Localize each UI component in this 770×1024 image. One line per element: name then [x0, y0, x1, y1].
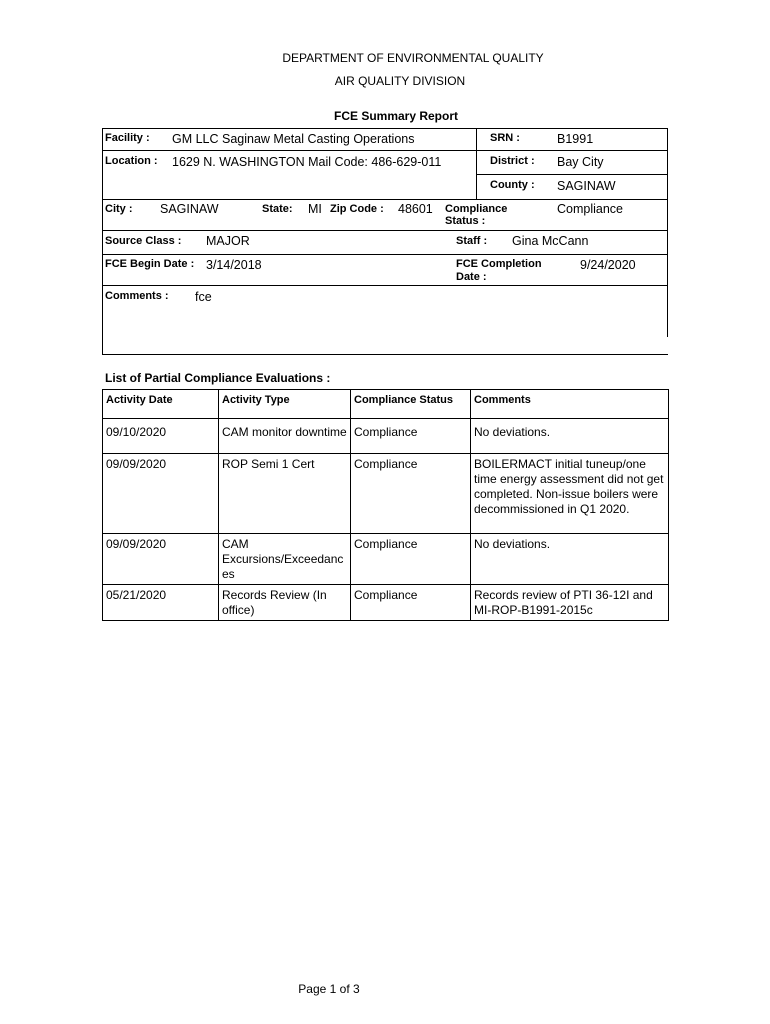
fce-completion-label-line1: FCE Completion [456, 258, 542, 270]
cell-activity-date: 09/09/2020 [103, 454, 219, 534]
cell-compliance-status: Compliance [351, 534, 471, 585]
state-value: MI [308, 202, 322, 216]
row-divider-3 [102, 199, 668, 200]
district-value: Bay City [557, 155, 604, 169]
comments-value: fce [195, 290, 212, 304]
pce-header-row [103, 390, 669, 419]
cell-activity-date: 09/09/2020 [103, 534, 219, 585]
staff-value: Gina McCann [512, 234, 589, 248]
cell-activity-date: 09/10/2020 [103, 419, 219, 454]
info-box-right-border [667, 128, 668, 337]
fce-completion-label-line2: Date : [456, 271, 487, 283]
cell-comments: No deviations. [471, 419, 669, 454]
fce-completion-value: 9/24/2020 [580, 258, 636, 272]
cell-activity-type: CAM Excursions/Exceedances [219, 534, 351, 585]
table-row [103, 534, 669, 585]
source-class-label: Source Class : [105, 235, 182, 247]
district-label: District : [490, 155, 535, 167]
srn-label: SRN : [490, 132, 520, 144]
zip-label: Zip Code : [330, 203, 384, 215]
location-label: Location : [105, 155, 158, 167]
col-header-activity-type: Activity Type [219, 390, 351, 419]
fce-begin-value: 3/14/2018 [206, 258, 262, 272]
facility-value: GM LLC Saginaw Metal Casting Operations [172, 132, 415, 146]
cell-compliance-status: Compliance [351, 454, 471, 534]
table-row [103, 585, 669, 621]
table-row [103, 419, 669, 454]
location-value: 1629 N. WASHINGTON Mail Code: 486-629-011 [172, 155, 442, 169]
cell-activity-type: CAM monitor downtime [219, 419, 351, 454]
row-divider-5 [102, 254, 668, 255]
col-header-compliance-status: Compliance Status [351, 390, 471, 419]
cell-activity-date: 05/21/2020 [103, 585, 219, 621]
report-title: FCE Summary Report [333, 109, 459, 123]
department-heading: DEPARTMENT OF ENVIRONMENTAL QUALITY [282, 51, 544, 65]
srn-column-divider [476, 128, 477, 200]
county-value: SAGINAW [557, 179, 616, 193]
row-divider-1 [102, 150, 668, 151]
cell-compliance-status: Compliance [351, 585, 471, 621]
division-heading: AIR QUALITY DIVISION [334, 74, 466, 88]
county-label: County : [490, 179, 535, 191]
cell-compliance-status: Compliance [351, 419, 471, 454]
table-row [103, 454, 669, 534]
city-value: SAGINAW [160, 202, 219, 216]
cell-comments: No deviations. [471, 534, 669, 585]
pce-table [102, 389, 669, 621]
city-label: City : [105, 203, 133, 215]
info-box-top-border [102, 128, 668, 129]
col-header-activity-date: Activity Date [103, 390, 219, 419]
cell-activity-type: Records Review (In office) [219, 585, 351, 621]
info-box-bottom-border [102, 354, 668, 355]
cell-comments: BOILERMACT initial tuneup/one time energy assessment did not get completed. Non-issue boilers were decommissioned in Q1 2020. [471, 454, 669, 534]
state-label: State: [262, 203, 293, 215]
compliance-status-value: Compliance [557, 202, 624, 216]
info-box-left-border [102, 128, 103, 355]
facility-label: Facility : [105, 132, 150, 144]
page-number: Page 1 of 3 [298, 982, 360, 996]
col-header-comments: Comments [471, 390, 669, 419]
compliance-status-label-line2: Status : [445, 215, 486, 227]
comments-label: Comments : [105, 290, 169, 302]
zip-value: 48601 [398, 202, 433, 216]
pce-section-title: List of Partial Compliance Evaluations : [105, 371, 331, 385]
row-divider-6 [102, 285, 668, 286]
fce-begin-label: FCE Begin Date : [105, 258, 195, 270]
srn-value: B1991 [557, 132, 594, 146]
row-divider-4 [102, 230, 668, 231]
staff-label: Staff : [456, 235, 488, 247]
compliance-status-label-line1: Compliance [445, 203, 508, 215]
source-class-value: MAJOR [206, 234, 250, 248]
cell-comments: Records review of PTI 36-12I and MI-ROP-B1991-2015c [471, 585, 669, 621]
cell-activity-type: ROP Semi 1 Cert [219, 454, 351, 534]
row-divider-2 [476, 174, 668, 175]
